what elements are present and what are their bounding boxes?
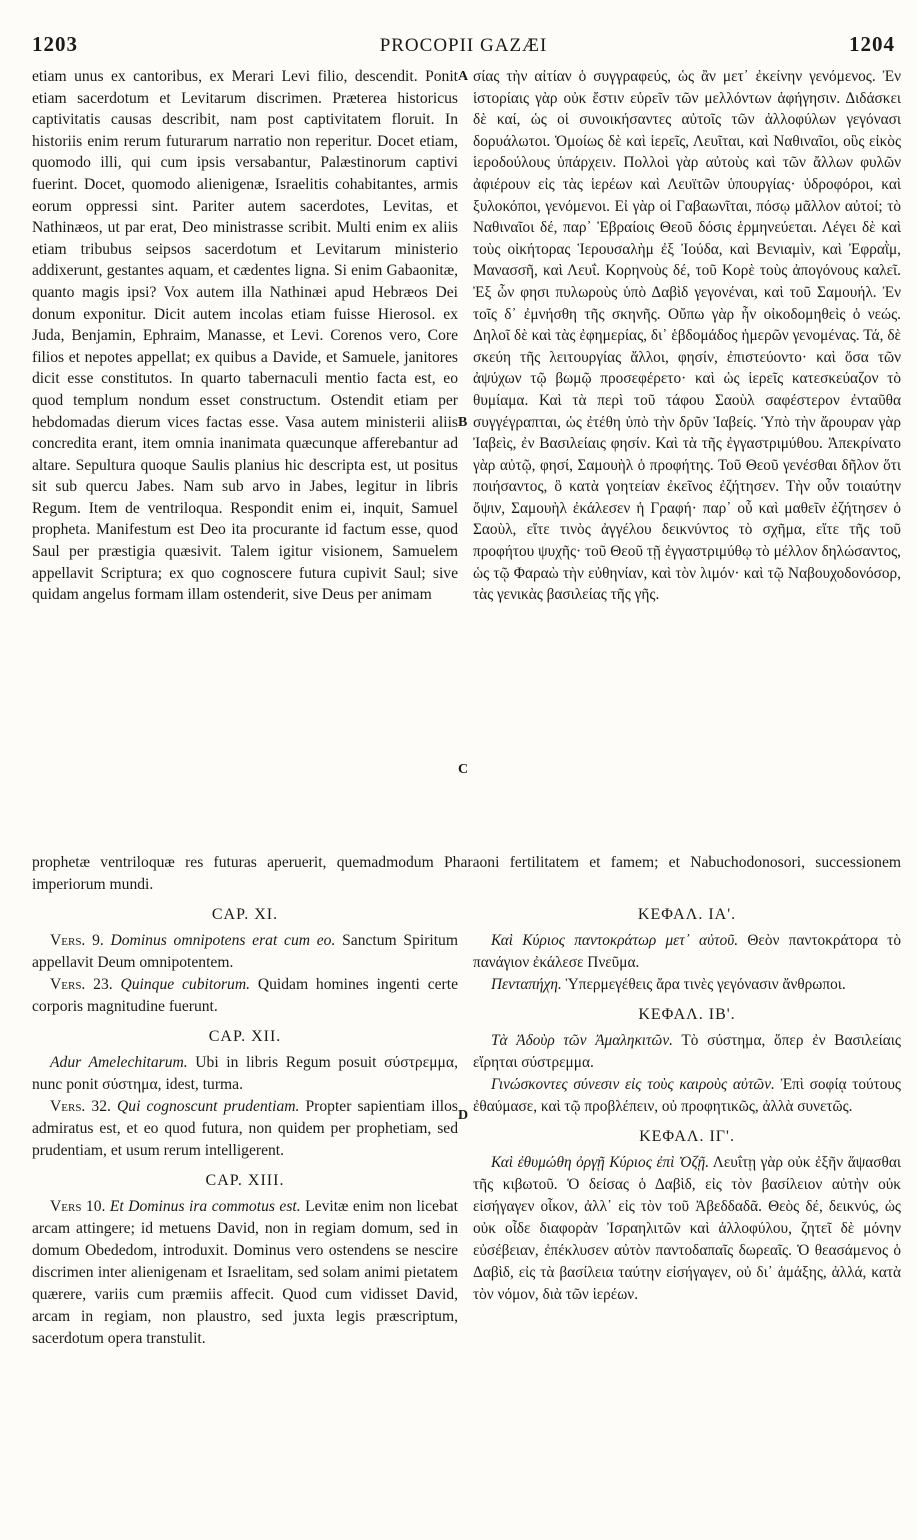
margin-marker-d: D [458,1108,469,1123]
page-number-right: 1204 [848,32,895,56]
verse-text: Θεὸν παντοκράτορα τὸ πανάγιον ἐκάλεσε Πνεῦμα. [473,932,901,971]
verse-text: Ὑπερμεγέθεις ἄρα τινὲς γεγόνασιν ἄνθρωποι. [565,976,846,993]
verse-note [32,974,458,1018]
greek-column-top [473,66,901,606]
verse-note [473,930,901,974]
verse-lemma: Quinque cubitorum. [120,976,251,993]
chapter-heading: CAP. XIII. [205,1172,285,1189]
verse-lemma: Τὰ Ἀδοὺρ τῶν Ἀμαληκιτῶν. [491,1032,673,1049]
verse-note [32,1196,458,1350]
verse-ref: Vers. 32. [50,1098,111,1115]
verse-text: Ἐπὶ σοφίᾳ τούτους ἐθαύμασε, καὶ τῷ προβλέπειν, οὐ προφητικῶς, ἀλλὰ συνετῶς. [473,1076,901,1115]
verse-ref: Vers. 23. [50,976,113,993]
verse-ref: Vers. 9. [50,932,104,949]
verse-text: Sanctum Spiritum appellavit Deum omnipotentem. [32,932,458,971]
page-header [32,32,895,64]
greek-paragraph: σίας τὴν αἰτίαν ὁ συγγραφεύς, ὡς ἂν μετ᾽ ἐκείνην γενόμενος. Ἐν ἱστορίαις γὰρ οὐκ ἔστιν εὑρεῖν τῶν μελλόντων ἀφήγησιν. Διδάσκει δὲ καί, ὡς οἱ συνοικήσαντες αὐτοῖς τῶν ἀλλοφύλων γεγόνασι δορυάλωτοι. Ὁμοίως δὲ καὶ ἱερεῖς, Λευῖται, καὶ Ναθιναῖοι, οὓς εἰκὸς ἱεροδούλους ὑπάρχειν. Πολλοὶ γὰρ αὐτοὺς καὶ τῶν ἄλλων φυλῶν ἀφιέρουν εἰς τὰς ἱερέων καὶ Λευϊτῶν ὑπουργίας· ὑδροφόροι, καὶ ξυλοκόποι, γενόμενοι. Εἰ γὰρ οἱ Γαβαωνῖται, πόσῳ μᾶλλον αὐτοί; τὸ Ναθιναῖοι δέ, παρ᾽ Ἑβραίοις Θεοῦ δόσις ἑρμηνεύεται. Λέγει δὲ καὶ τοὺς οἰκήτορας Ἱερουσαλὴμ ἐξ Ἰούδα, καὶ Βενιαμὶν, καὶ Ἐφραῒμ, Μανασσῆ, καὶ Λευΐ. Κορηνοὺς δέ, τοῦ Κορὲ τοὺς ἀπογόνους καλεῖ. Ἐξ ὧν φησι πυλωροὺς ὑπὸ Δαβὶδ γεγονέναι, καὶ τοῦ Σαμουήλ. Ἐν τοῖς δ᾽ ἐμνήσθη τῆς σκηνῆς. Οὔπω γὰρ ἦν οἰκοδομηθεὶς ὁ νεώς. Δηλοῖ δὲ καὶ τὰς ἐφημερίας, δι᾽ ἑβδομάδος ἡμερῶν γενομένας. Τά, δὲ σκεύη τῆς λειτουργίας ἄλλοι, φησίν, ἐπιστεύοντο· καὶ ὅσα τῶν ἀψύχων τῷ βωμῷ προσεφέρετο· καὶ ὡς ἱερεῖς κατεσκεύαζον τὸ θυμίαμα. Καὶ τὰ περὶ τοῦ τάφου Σαοὺλ σαφέστερον ἐνταῦθα συγγέγραπται, ὡς ἐτέθη ὑπὸ τὴν δρῦν Ἰαβείς. Ὑπὸ τὴν ἄρουραν γὰρ Ἰαβεὶς, ἐν Βασιλείαις φησίν. Καὶ τὰ τῆς ἐγγαστριμύθου. Ἀπεκρίνατο γὰρ αὐτῷ, φησί, Σαμουὴλ ὁ προφήτης. Τοῦ Θεοῦ γενέσθαι δῆλον ὅτι ποιήσαντος, ὃ κατὰ γοητείαν ἐκεῖνος ἐζήτησεν. Τὴν οὖν τοιαύτην ὄψιν, Σαμουὴλ ἐκάλεσεν ἡ Γραφή· παρ᾽ οὗ καὶ μαθεῖν ἐζήτησεν ὁ Σαοὺλ, εἴτε τινὸς ἀγγέλου δεικνύντος τὸ σχῆμα, εἴτε τῆς τοῦ προφήτου ψυχῆς· τοῦ Θεοῦ τῇ ἐγγαστριμύθῳ τὸ μέλλον δηλώσαντος, ὡς τῷ Φαραὼ τὴν εὐθηνίαν, καὶ τὸν λιμόν· καὶ τῷ Ναβουχοδονόσορ, τὰς γενικὰς βασιλείας τῆς γῆς. [473,68,901,604]
running-title: PROCOPII GAZÆI [379,35,548,56]
verse-note [473,1030,901,1074]
chapter-heading: ΚΕΦΑΛ. ΙΓ'. [639,1128,735,1145]
verse-note [473,1152,901,1306]
verse-note [473,1074,901,1118]
page-number-left: 1203 [32,32,78,56]
verse-text: Λευΐτῃ γὰρ οὐκ ἐξῆν ἅψασθαι τῆς κιβωτοῦ. Ὁ δείσας ὁ Δαβὶδ, εἰς τὸν βασίλειον αὐτὴν οὐκ εἰσήγαγεν οἶκον, ἀλλ᾽ εἰς τὸν τοῦ Ἀβεδδαδᾶ. Θεὸς δέ, δεικνύς, ὡς οὐκ οἶδε διαφορὰν Ἰσραηλιτῶν καὶ ἀλλοφύλου, ζητεῖ δὲ μόνην εὐσέβειαν, ἐπέκλυσεν αὐτὸν παντοδαπαῖς δωρεαῖς. Ὁ θεασάμενος ὁ Δαβὶδ, εἰς τὰ βασίλεια ταύτην εἰσήγαγεν, οὐ δι᾽ ἁμάξης, ἀλλά, κατὰ τὸν νόμον, διὰ τῶν ἱερέων. [473,1154,902,1303]
verse-lemma: Dominus omnipotens erat cum eo. [110,932,336,949]
verse-lemma: Πενταπήχη. [491,976,562,993]
verse-text: Propter sapientiam illos admiratus est, et eo quod futura, non quidem per prophetiam, sed prudentiam, et usum rerum intelligerent. [32,1098,458,1159]
continuation-text: prophetæ ventriloquæ res futuras aperuerit, quemadmodum Pharaoni fertilitatem et famem; et Nabuchodonosori, successionem imperiorum mundi. [32,854,901,893]
verse-lemma: Qui cognoscunt prudentiam. [117,1098,300,1115]
verse-text: Quidam homines ingenti certe corporis magnitudine fuerunt. [32,976,458,1015]
verse-note [473,974,901,996]
chapter-heading: CAP. XI. [211,906,279,923]
margin-marker-b: B [458,415,468,430]
chapter-heading: ΚΕΦΑΛ. ΙΒ'. [638,1006,736,1023]
latin-paragraph: etiam unus ex cantoribus, ex Merari Levi filio, descendit. Ponit etiam sacerdotum et Levitarum discrimen. Præterea historicus captivitatis causas describit, nam post captivitatem floruit. In historiis enim rerum futurarum narratio non reperitur. Docet etiam, quomodo illi, qui cum ipsis versabantur, Palæstinorum captivi fuerint. Docet, quomodo alienigenæ, Israelitis cohabitantes, armis eorum oppressi sint. Pariter autem sacerdotes, Levitas, et Nathinæos, ut par erat, Deo ministrasse scribit. Multi enim ex aliis etiam tribubus seipsos sacerdotum et Levitarum ministerio addixerunt, gestantes aquam, et cædentes ligna. Si enim Gabaonitæ, quanto magis ipsi? Vox autem illa Nathinæi apud Hebræos Dei donum exponitur. Dicit autem incolas etiam fuisse Hierosol. ex Juda, Benjamin, Ephraim, Manasse, et Levi. Corenos vero, Core filios et nepotes appellat; ex quibus a Davide, et Samuele, janitores dicit esse constitutos. In quarto tabernaculi mentio facta est, eo quod templum nondum esset constructum. Ostendit etiam per hebdomadas dierum vices factas esse. Vasa autem ministerii aliis concredita erant, item omnia inanimata quæcunque afferebantur ad altare. Sepultura quoque Saulis planius hic descripta est, ut positus sit sub quercu Jabes. Nam sub arvo in Jabes, legitur in libris Regum. Item de ventriloqua. Respondit enim ei, inquit, Samuel propheta. Manifestum est Deo ita procurante id factum esse, quod Saul per præstigia quæsivit. Talem igitur visionem, Samuelem appellavit Scriptura; ex quo cognoscere futura cupivit Saul; sive quidam angelus formam illam ostenderit, sive Deus per animam [32,68,458,604]
verse-lemma: Καὶ ἐθυμώθη ὀργῇ Κύριος ἐπὶ Ὀζῇ. [491,1154,710,1171]
verse-lemma: Καὶ Κύριος παντοκράτωρ μετ᾽ αὐτοῦ. [491,932,739,949]
latin-column-lower [32,896,458,1350]
margin-marker-a: A [458,69,469,84]
verse-lemma: Adur Amelechitarum. [50,1054,188,1071]
chapter-heading: ΚΕΦΑΛ. ΙΑ'. [637,906,737,923]
verse-lemma: Γινώσκοντες σύνεσιν εἰς τοὺς καιροὺς αὐτῶν. [491,1076,775,1093]
verse-note [32,930,458,974]
verse-text: Ubi in libris Regum posuit σύστρεμμα, nunc ponit σύστημα, idest, turma. [32,1054,458,1093]
verse-ref: Vers 10. [50,1198,106,1215]
verse-lemma: Et Dominus ira commotus est. [109,1198,301,1215]
chapter-heading: CAP. XII. [208,1028,282,1045]
verse-note [32,1096,458,1162]
verse-text: Levitæ enim non licebat arcam attingere; id metuens David, non in regiam domum, sed in domum Obededom, introduxit. Dominus vero ostendens se nescire discrimen inter alienigenam et Israelitam, sed solam animi pietatem quærere, variis cum præmiis affecit. Quod cum vidisset David, arcam in regiam, non plaustro, sed juxta legis præscriptum, sacerdotum opera transtulit. [32,1198,458,1347]
latin-column-top [32,66,458,606]
verse-text: Τὸ σύστημα, ὅπερ ἐν Βασιλείαις εἴρηται σύστρεμμα. [473,1032,901,1071]
margin-marker-c: C [458,762,469,777]
greek-column-lower [473,896,901,1306]
full-width-continuation [32,852,901,895]
verse-note [32,1052,458,1096]
